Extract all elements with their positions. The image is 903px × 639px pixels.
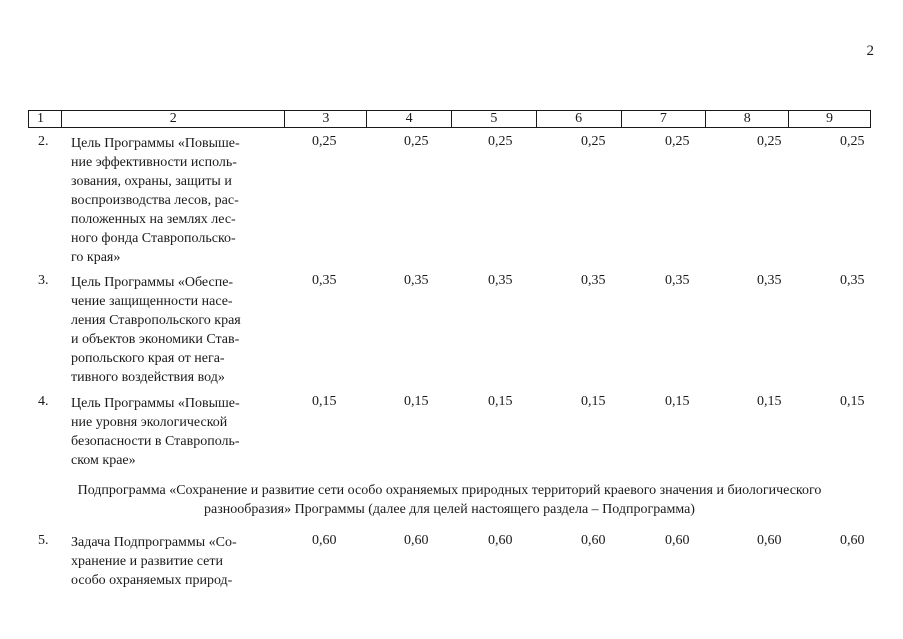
subprogram-heading-line: разнообразия» Программы (далее для целей настоящего раздела – Подпрограмма): [204, 502, 695, 517]
value-col-4: 0,25: [404, 134, 429, 149]
value-col-9: 0,60: [840, 533, 865, 548]
desc-line: ления Ставропольского края: [71, 313, 241, 328]
desc-line: положенных на землях лес-: [71, 212, 236, 227]
value-col-4: 0,60: [404, 533, 429, 548]
row-number: 5.: [38, 533, 49, 548]
desc-line: Цель Программы «Повыше-: [71, 396, 240, 411]
value-col-3: 0,25: [312, 134, 337, 149]
desc-line: зования, охраны, защиты и: [71, 174, 232, 189]
desc-line: го края»: [71, 250, 121, 265]
header-cell-6: 6: [537, 111, 622, 127]
value-col-5: 0,60: [488, 533, 513, 548]
header-cell-3: 3: [285, 111, 367, 127]
value-col-5: 0,15: [488, 394, 513, 409]
value-col-5: 0,25: [488, 134, 513, 149]
value-col-6: 0,25: [581, 134, 606, 149]
value-col-7: 0,35: [665, 273, 690, 288]
desc-line: Задача Подпрограммы «Со-: [71, 535, 237, 550]
desc-line: ропольского края от нега-: [71, 351, 225, 366]
desc-line: Цель Программы «Обеспе-: [71, 275, 234, 290]
row-number: 4.: [38, 394, 49, 409]
value-col-9: 0,25: [840, 134, 865, 149]
value-col-8: 0,15: [757, 394, 782, 409]
desc-line: тивного воздействия вод»: [71, 370, 225, 385]
value-col-6: 0,15: [581, 394, 606, 409]
desc-line: и объектов экономики Став-: [71, 332, 240, 347]
value-col-3: 0,60: [312, 533, 337, 548]
page-number: 2: [866, 43, 874, 59]
value-col-7: 0,60: [665, 533, 690, 548]
value-col-4: 0,15: [404, 394, 429, 409]
value-col-4: 0,35: [404, 273, 429, 288]
header-cell-2: 2: [62, 111, 285, 127]
desc-line: особо охраняемых природ-: [71, 573, 233, 588]
value-col-3: 0,35: [312, 273, 337, 288]
row-description: [71, 134, 261, 267]
header-cell-7: 7: [622, 111, 707, 127]
table-header-row: [28, 110, 871, 128]
value-col-5: 0,35: [488, 273, 513, 288]
desc-line: хранение и развитие сети: [71, 554, 223, 569]
header-cell-8: 8: [706, 111, 789, 127]
value-col-7: 0,15: [665, 394, 690, 409]
desc-line: воспроизводства лесов, рас-: [71, 193, 239, 208]
value-col-9: 0,35: [840, 273, 865, 288]
row-description: [71, 533, 261, 590]
desc-line: ние эффективности исполь-: [71, 155, 237, 170]
value-col-7: 0,25: [665, 134, 690, 149]
header-cell-9: 9: [826, 111, 834, 126]
value-col-8: 0,35: [757, 273, 782, 288]
desc-line: Цель Программы «Повыше-: [71, 136, 240, 151]
subprogram-heading: [28, 481, 871, 519]
header-cell-4: 4: [367, 111, 452, 127]
row-number: 3.: [38, 273, 49, 288]
value-col-8: 0,25: [757, 134, 782, 149]
desc-line: ние уровня экологической: [71, 415, 228, 430]
desc-line: безопасности в Ставрополь-: [71, 434, 240, 449]
value-col-6: 0,35: [581, 273, 606, 288]
subprogram-heading-line: Подпрограмма «Сохранение и развитие сети особо охраняемых природных территорий краевого значения и биологического: [77, 483, 822, 498]
header-cell-1: 1: [29, 111, 62, 127]
row-description: [71, 394, 261, 470]
value-col-9: 0,15: [840, 394, 865, 409]
header-cell-5: 5: [452, 111, 537, 127]
row-description: [71, 273, 261, 387]
desc-line: ного фонда Ставропольско-: [71, 231, 236, 246]
value-col-6: 0,60: [581, 533, 606, 548]
value-col-8: 0,60: [757, 533, 782, 548]
desc-line: чение защищенности насе-: [71, 294, 233, 309]
desc-line: ском крае»: [71, 453, 136, 468]
value-col-3: 0,15: [312, 394, 337, 409]
row-number: 2.: [38, 134, 49, 149]
